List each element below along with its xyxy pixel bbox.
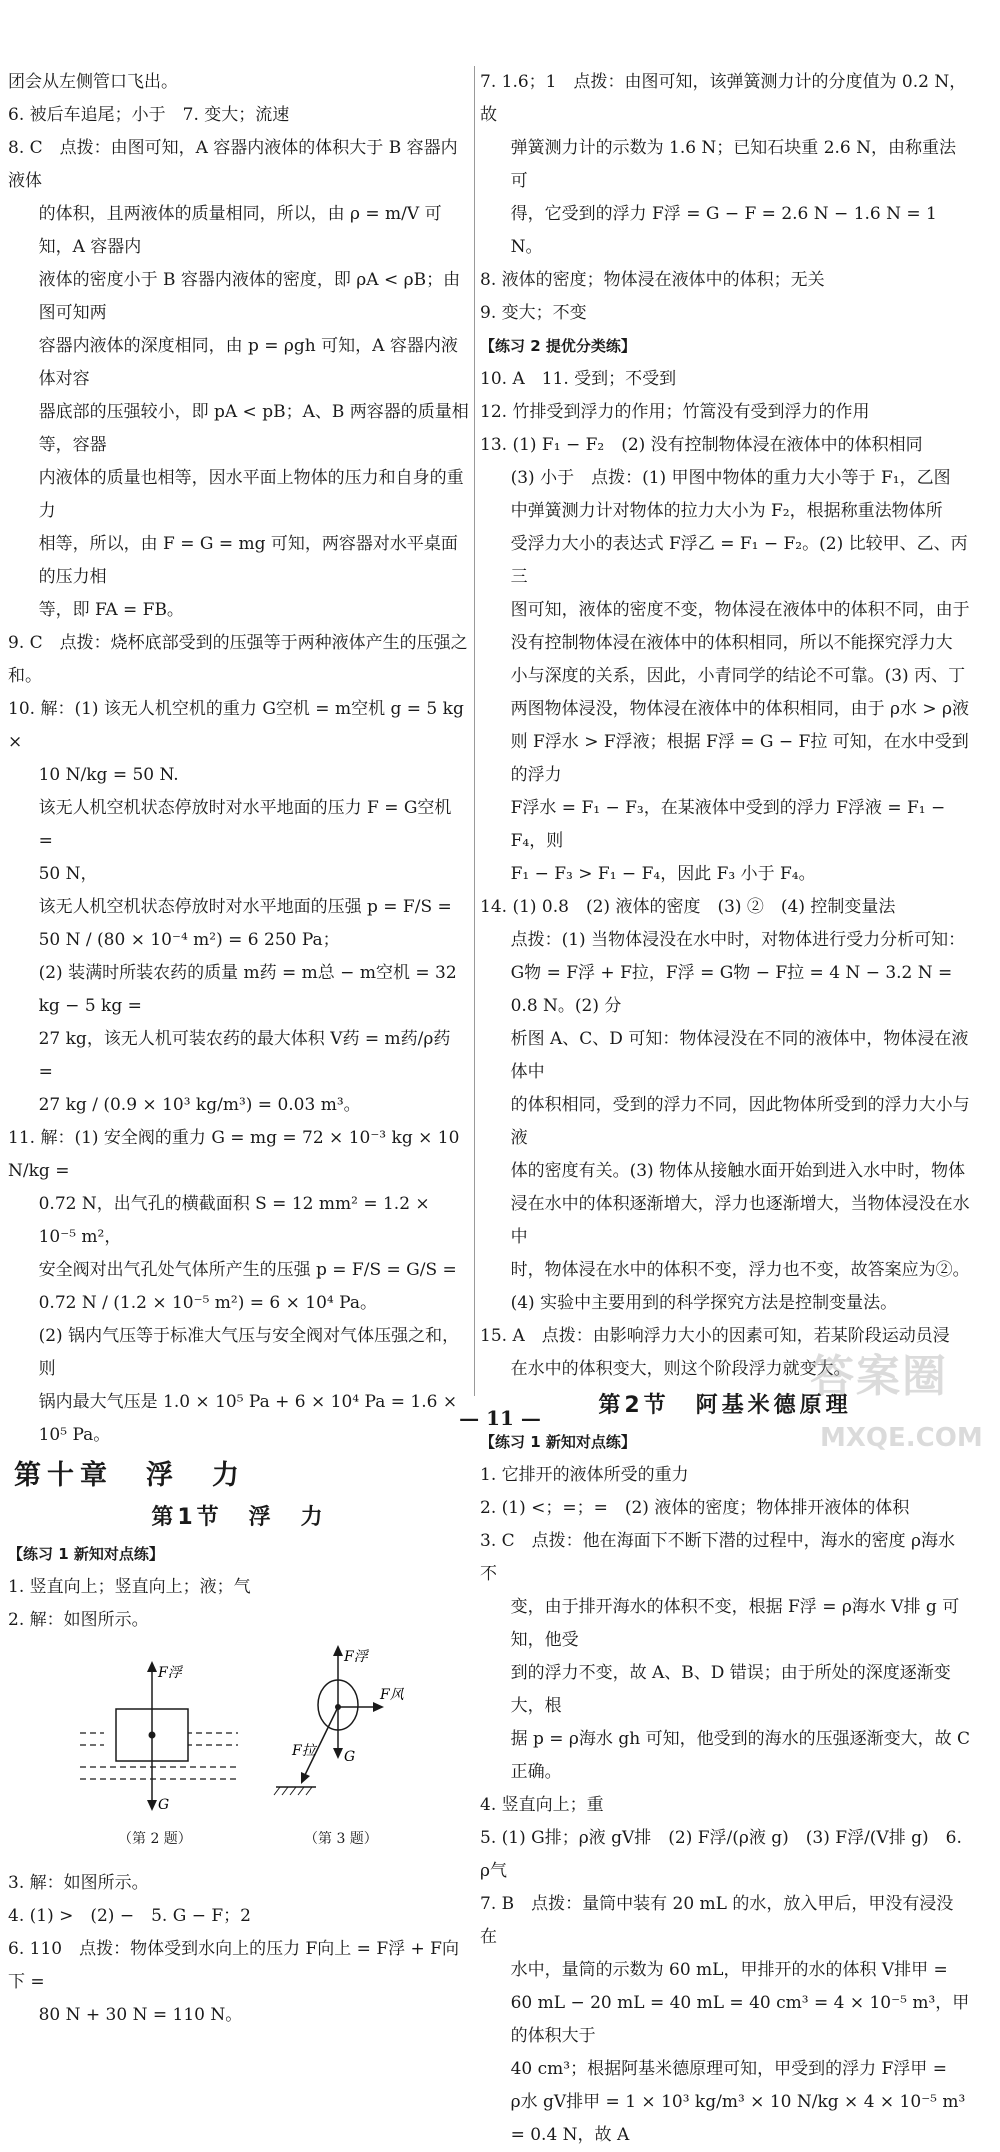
answer-line: 1. 竖直向上；竖直向上；液；气 [8, 1577, 251, 1597]
chapter-title: 第十章 浮 力 [14, 1460, 245, 1491]
answer-line: 40 cm³；根据阿基米德原理可知，甲受到的浮力 F浮甲 = [510, 2059, 947, 2079]
answer-line: 时，物体浸在水中的体积不变，浮力也不变，故答案应为②。 [510, 1260, 970, 1280]
answer-line: 点拨：(1) 当物体浸没在水中时，对物体进行受力分析可知： [510, 930, 966, 950]
answer-line: 受浮力大小的表达式 F浮乙 = F₁ − F₂。(2) 比较甲、乙、丙三 [510, 534, 968, 587]
answer-line: 10. 解：(1) 该无人机空机的重力 G空机 = m空机 g = 5 kg × [8, 699, 464, 752]
answer-line: 的体积相同，受到的浮力不同，因此物体所受到的浮力大小与液 [510, 1095, 970, 1148]
answer-line: 相等，所以，由 F = G = mg 可知，两容器对水平桌面的压力相 [38, 534, 458, 587]
answer-line: 器底部的压强较小，即 pA < pB；A、B 两容器的质量相等，容器 [38, 402, 469, 455]
answer-line: 7. B 点拨：量筒中装有 20 mL 的水，放入甲后，甲没有浸没在 [480, 1894, 954, 1947]
answer-line: 4. (1) > (2) − 5. G − F；2 [8, 1906, 251, 1926]
answer-line: 13. (1) F₁ − F₂ (2) 没有控制物体浸在液体中的体积相同 [480, 435, 923, 455]
answer-line: F浮水 = F₁ − F₃，在某液体中受到的浮力 F浮液 = F₁ − F₄，则 [510, 798, 946, 851]
answer-line: 9. C 点拨：烧杯底部受到的压强等于两种液体产生的压强之和。 [8, 633, 468, 686]
answer-line: 中弹簧测力计对物体的拉力大小为 F₂，根据称重法物体所 [510, 501, 943, 521]
label-f-wind: F风 [380, 1687, 404, 1703]
answer-line: 60 mL − 20 mL = 40 mL = 40 cm³ = 4 × 10⁻⁵ m³，甲的体积大于 [510, 1993, 970, 2046]
section-title: 第1节 浮 力 [151, 1505, 327, 1530]
answer-line: 体的密度有关。(3) 物体从接触水面开始到进入水中时，物体 [510, 1161, 966, 1181]
answer-line: 得，它受到的浮力 F浮 = G − F = 2.6 N − 1.6 N = 1 N。 [510, 204, 937, 257]
watermark-url: MXQE.COM [820, 1423, 983, 1453]
answer-line: 7. 1.6；1 点拨：由图可知，该弹簧测力计的分度值为 0.2 N，故 [480, 72, 967, 125]
answer-line: 析图 A、C、D 可知：物体浸没在不同的液体中，物体浸在液体中 [510, 1029, 969, 1082]
answer-line: (3) 小于 点拨：(1) 甲图中物体的重力大小等于 F₁，乙图 [510, 468, 951, 488]
answer-line: F₁ − F₃ > F₁ − F₄，因此 F₃ 小于 F₄。 [510, 864, 816, 884]
answer-line: 到的浮力不变，故 A、B、D 错误；由于所处的深度逐渐变大，根 [510, 1663, 951, 1716]
answer-line: 0.72 N / (1.2 × 10⁻⁵ m²) = 6 × 10⁴ Pa。 [38, 1293, 377, 1313]
label-f-float: F浮 [158, 1665, 182, 1681]
label-f-pull: F拉 [292, 1743, 316, 1759]
force-diagram-svg [8, 1637, 470, 1867]
answer-line: 据 p = ρ海水 gh 可知，他受到的海水的压强逐渐变大，故 C 正确。 [510, 1729, 970, 1782]
label-g: G [158, 1797, 170, 1813]
answer-line: 80 N + 30 N = 110 N。 [38, 2005, 243, 2025]
answer-line: G物 = F浮 + F拉，F浮 = G物 − F拉 = 4 N − 3.2 N = 0.8 N。(2) 分 [510, 963, 953, 1016]
figure-3-caption: （第 3 题） [304, 1831, 378, 1847]
answer-line: 27 kg，该无人机可装农药的最大体积 V药 = m药/ρ药 = [38, 1029, 451, 1082]
watermark-text: 答案圈 [810, 1351, 948, 1402]
answer-line: 弹簧测力计的示数为 1.6 N；已知石块重 2.6 N，由称重法可 [510, 138, 957, 191]
answer-line: 8. 液体的密度；物体浸在液体中的体积；无关 [480, 270, 825, 290]
answer-line: 在水中的体积变大，则这个阶段浮力就变大。 [510, 1359, 851, 1379]
answer-line: (2) 装满时所装农药的质量 m药 = m总 − m空机 = 32 kg − 5 kg = [38, 963, 457, 1016]
practice-heading: 【练习 1 新知对点练】 [480, 1433, 636, 1451]
answer-line: 3. 解：如图所示。 [8, 1873, 149, 1893]
practice-heading: 【练习 2 提优分类练】 [480, 337, 636, 355]
answer-line: 该无人机空机状态停放时对水平地面的压力 F = G空机 = [38, 798, 452, 851]
label-f-float-2: F浮 [344, 1649, 368, 1665]
answer-line: 没有控制物体浸在液体中的体积相同，所以不能探究浮力大 [510, 633, 953, 653]
answer-line: 团会从左侧管口飞出。 [8, 72, 178, 92]
answer-line: 15. A 点拨：由影响浮力大小的因素可知，若某阶段运动员浸 [480, 1326, 950, 1346]
right-column [480, 66, 970, 2152]
answer-line: 11. 解：(1) 安全阀的重力 G = mg = 72 × 10⁻³ kg × 10 N/kg = [8, 1128, 460, 1181]
answer-line: 液体的密度小于 B 容器内液体的密度，即 ρA < ρB；由图可知两 [38, 270, 461, 323]
answer-line: 9. 变大；不变 [480, 303, 587, 323]
answer-line: 3. C 点拨：他在海面下不断下潜的过程中，海水的密度 ρ海水 不 [480, 1531, 956, 1584]
answer-line: 等，即 FA = FB。 [38, 600, 184, 620]
answer-line: 14. (1) 0.8 (2) 液体的密度 (3) ② (4) 控制变量法 [480, 897, 896, 917]
answer-line: 小与深度的关系，因此，小青同学的结论不可靠。(3) 丙、丁 [510, 666, 966, 686]
answer-line: 6. 被后车追尾；小于 7. 变大；流速 [8, 105, 290, 125]
answer-line: 8. C 点拨：由图可知，A 容器内液体的体积大于 B 容器内液体 [8, 138, 458, 191]
label-g-2: G [344, 1749, 356, 1765]
answer-line: 50 N， [38, 864, 98, 884]
force-diagrams [8, 1637, 470, 1867]
answer-line: 10. A 11. 受到；不受到 [480, 369, 677, 389]
column-divider [474, 66, 475, 1396]
left-column [8, 66, 470, 2032]
answer-line: 6. 110 点拨：物体受到水向上的压力 F向上 = F浮 + F向下 = [8, 1939, 459, 1992]
answer-line: 则 F浮水 > F浮液；根据 F浮 = G − F拉 可知，在水中受到的浮力 [510, 732, 969, 785]
answer-line: 12. 竹排受到浮力的作用；竹篙没有受到浮力的作用 [480, 402, 870, 422]
answer-line: 容器内液体的深度相同，由 p = ρgh 可知，A 容器内液体对容 [38, 336, 458, 389]
figure-2-caption: （第 2 题） [118, 1831, 192, 1847]
answer-line: (4) 实验中主要用到的科学探究方法是控制变量法。 [510, 1293, 898, 1313]
answer-line: 安全阀对出气孔处气体所产生的压强 p = F/S = G/S = [38, 1260, 457, 1280]
answer-line: 该无人机空机状态停放时对水平地面的压强 p = F/S = [38, 897, 452, 917]
answer-line: 4. 竖直向上；重 [480, 1795, 604, 1815]
answer-line: 5. (1) G排；ρ液 gV排 (2) F浮/(ρ液 g) (3) F浮/(V排 g) 6. ρ气 [480, 1828, 962, 1881]
practice-heading: 【练习 1 新知对点练】 [8, 1545, 164, 1563]
answer-line: 浸在水中的体积逐渐增大，浮力也逐渐增大，当物体浸没在水中 [510, 1194, 970, 1247]
answer-line: 50 N / (80 × 10⁻⁴ m²) = 6 250 Pa； [38, 930, 340, 950]
section-title: 第2节 阿基米德原理 [598, 1393, 852, 1418]
answer-line: 图可知，液体的密度不变，物体浸在液体中的体积不同，由于 [510, 600, 970, 620]
figure-3 [274, 1645, 405, 1795]
answer-line: 水中，量筒的示数为 60 mL，甲排开的水的体积 V排甲 = [510, 1960, 948, 1980]
answer-line: 的体积，且两液体的质量相同，所以，由 ρ = m/V 可知，A 容器内 [38, 204, 442, 257]
answer-line: 锅内最大气压是 1.0 × 10⁵ Pa + 6 × 10⁴ Pa = 1.6 × 10⁵ Pa。 [38, 1392, 458, 1445]
answer-line: 内液体的质量也相等，因水平面上物体的压力和自身的重力 [38, 468, 464, 521]
answer-line: 2. 解：如图所示。 [8, 1610, 149, 1630]
answer-line: 10 N/kg = 50 N. [38, 765, 179, 785]
left-answers [8, 66, 470, 1452]
answer-line: 1. 它排开的液体所受的重力 [480, 1465, 689, 1485]
answer-line: 两图物体浸没，物体浸在液体中的体积相同，由于 ρ水 > ρ液 [510, 699, 970, 719]
answer-line: 27 kg / (0.9 × 10³ kg/m³) = 0.03 m³。 [38, 1095, 361, 1115]
answer-line: (2) 锅内气压等于标准大气压与安全阀对气体压强之和，则 [38, 1326, 460, 1379]
answer-line: 2. (1) <；=；= (2) 液体的密度；物体排开液体的体积 [480, 1498, 910, 1518]
answer-line: ρ水 gV排甲 = 1 × 10³ kg/m³ × 10 N/kg × 4 × 10⁻⁵ m³ = 0.4 N，故 A [510, 2092, 966, 2145]
answer-line: 变，由于排开海水的体积不变，根据 F浮 = ρ海水 V排 g 可知，他受 [510, 1597, 960, 1650]
page-number: — 11 — [459, 1406, 541, 1430]
answer-line: 0.72 N，出气孔的横截面积 S = 12 mm² = 1.2 × 10⁻⁵ m²， [38, 1194, 430, 1247]
watermark-logo [790, 1351, 990, 1460]
figure-2 [80, 1661, 238, 1813]
